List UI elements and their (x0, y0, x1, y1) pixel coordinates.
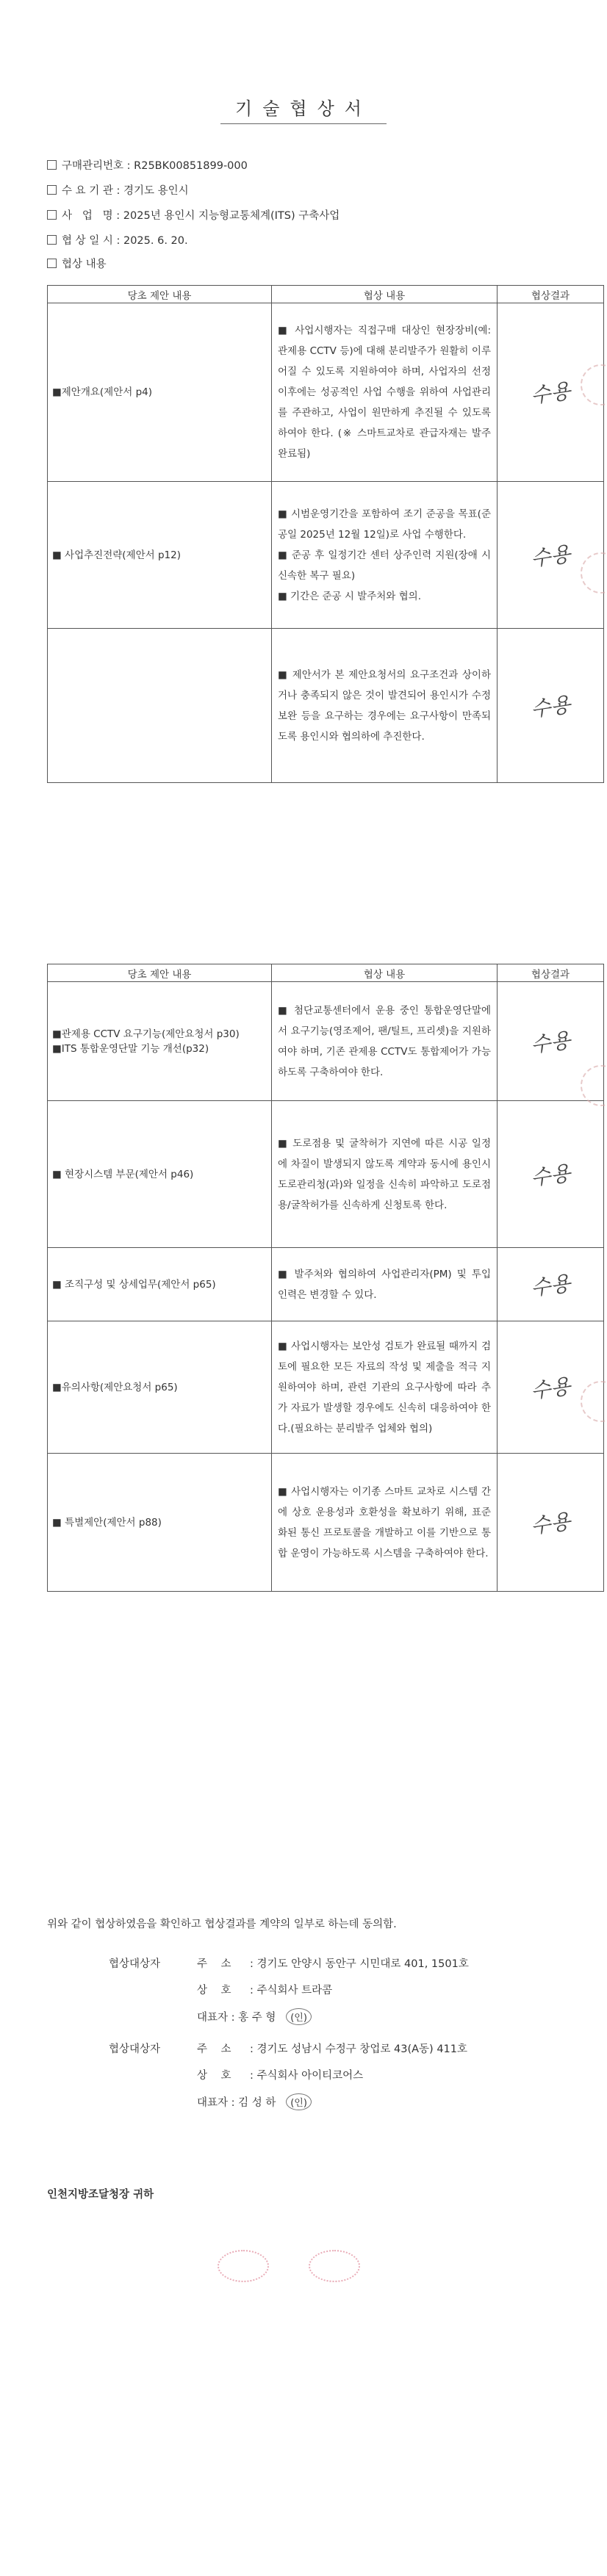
party-2-address: : 경기도 성남시 수정구 창업로 43(A동) 411호 (250, 2043, 468, 2055)
result-cell (498, 1101, 604, 1248)
info-project-name: 사 업 명 : 2025년 용인시 지능형교통체계(ITS) 구축사업 (47, 209, 340, 223)
party-rep-label: 대표자 (197, 2012, 229, 2024)
closing-statement: 위와 같이 협상하였음을 확인하고 협상결과를 계약의 일부로 하는데 동의함. (47, 1919, 397, 1930)
proposal-cell: ■ 사업추진전략(제안서 p12) (48, 482, 272, 629)
party-company-value: 주식회사 아이티코어스 (256, 2070, 364, 2082)
result-signature: 수용 (529, 378, 572, 408)
table-header-row (48, 964, 604, 982)
party-1-company: : 주식회사 트라콤 (250, 1985, 333, 1996)
negotiation-cell: ■ 사업시행자는 직접구매 대상인 현장장비(예: 관제용 CCTV 등)에 대해 분리발주가 원활히 이루어질 수 있도록 지원하여야 하며, 사업자의 선정 이후에는 성공적인 사업 수행을 위하여 사업관리를 주관하고, 사업이 원만하게 추진될 수 있도록 하여야 한다. (※ 스마트교차로 관급자재는 발주 완료됨) (272, 303, 498, 482)
result-cell (498, 482, 604, 629)
negotiation-cell: ■ 제안서가 본 제안요청서의 요구조건과 상이하거나 충족되지 않은 것이 발견되어 용인시가 수정보완 등을 요구하는 경우에는 요구사항이 만족되도록 용인시와 협의하에 추진한다. (272, 629, 498, 783)
info-value: 경기도 용인시 (123, 185, 189, 197)
party-company-value: 주식회사 트라콤 (256, 1985, 333, 1996)
negotiation-cell: ■ 사업시행자는 이기종 스마트 교차로 시스템 간에 상호 운용성과 호환성을 확보하기 위해, 표준화된 통신 프로토콜을 개발하고 이를 기반으로 통합 운영이 가능하도록 시스템을 구축하여야 한다. (272, 1454, 498, 1592)
header-result: 협상결과 (498, 286, 604, 303)
info-demand-agency: 수 요 기 관 : 경기도 용인시 (47, 184, 189, 198)
info-value: 2025. 6. 20. (123, 235, 188, 247)
header-negotiation: 협상 내용 (272, 286, 498, 303)
negotiation-cell: ■ 시범운영기간을 포함하여 조기 준공을 목표(준공일 2025년 12월 12일)로 사업 수행한다. ■ 준공 후 일정기간 센터 상주인력 지원(장애 시 신속한 복구 필요) ■ 기간은 준공 시 발주처와 협의. (272, 482, 498, 629)
result-signature: 수용 (529, 541, 572, 571)
party-1-company-label: 상 호 (197, 1985, 231, 1996)
info-value: R25BK00851899-000 (134, 160, 248, 172)
negotiation-cell: ■ 첨단교통센터에서 운용 중인 통합운영단말에서 요구기능(영조제어, 팬/틸트, 프리셋)을 지원하여야 하며, 기존 관제용 CCTV도 통합제어가 가능하도록 구축하여야 한다. (272, 982, 498, 1101)
result-cell (498, 1454, 604, 1592)
document-title: 기술협상서 (235, 98, 372, 119)
info-label: 수 요 기 관 (62, 185, 113, 197)
result-cell (498, 629, 604, 783)
table-row (48, 303, 604, 482)
title-underline (220, 123, 387, 124)
result-signature: 수용 (529, 1508, 572, 1539)
header-proposal: 당초 제안 내용 (48, 286, 272, 303)
checkbox-icon (47, 235, 57, 245)
negotiation-table-1 (47, 285, 604, 783)
info-label: 협 상 일 시 (62, 235, 113, 247)
table-row (48, 482, 604, 629)
party-rep-value: 김 성 하 (238, 2097, 276, 2109)
party-2-address-label: 주 소 (197, 2043, 231, 2055)
negotiation-cell: ■ 도로점용 및 굴착허가 지연에 따른 시공 일정에 차질이 발생되지 않도록 계약과 동시에 용인시 도로관리청(과)와 일정을 신속히 파악하고 도로점용/굴착허가를 신속하게 신청토록 한다. (272, 1101, 498, 1248)
info-negotiation-content (47, 257, 107, 272)
info-value: 2025년 용인시 지능형교통체계(ITS) 구축사업 (123, 210, 340, 222)
table-row (48, 1321, 604, 1454)
table-row (48, 1248, 604, 1321)
proposal-cell: ■제안개요(제안서 p4) (48, 303, 272, 482)
proposal-cell (48, 629, 272, 783)
result-signature: 수용 (529, 1160, 572, 1191)
info-label: 사 업 명 (62, 210, 113, 222)
negotiation-cell: ■ 발주처와 협의하여 사업관리자(PM) 및 투입 인력은 변경할 수 있다. (272, 1248, 498, 1321)
result-signature: 수용 (529, 691, 572, 722)
party-2-seal: (인) (286, 2093, 312, 2110)
result-cell (498, 1248, 604, 1321)
checkbox-icon (47, 185, 57, 195)
party-1-rep: 대표자 : 홍 주 형 (인) (197, 2008, 312, 2025)
recipient-line: 인천지방조달청장 귀하 (47, 2189, 154, 2201)
proposal-cell: ■ 현장시스템 부문(제안서 p46) (48, 1101, 272, 1248)
party-address-value: 경기도 안양시 동안구 시민대로 401, 1501호 (256, 1958, 469, 1970)
proposal-cell: ■유의사항(제안요청서 p65) (48, 1321, 272, 1454)
party-2-label: 협상대상자 (109, 2043, 161, 2055)
bottom-stamp-icon (218, 2250, 269, 2282)
party-address-value: 경기도 성남시 수정구 창업로 43(A동) 411호 (256, 2043, 468, 2055)
party-1-seal: (인) (286, 2008, 312, 2025)
proposal-cell: ■관제용 CCTV 요구기능(제안요청서 p30) ■ITS 통합운영단말 기능 개선(p32) (48, 982, 272, 1101)
party-1-label: 협상대상자 (109, 1958, 161, 1970)
table-header-row (48, 286, 604, 303)
result-signature: 수용 (529, 1373, 572, 1404)
table-row (48, 1454, 604, 1592)
party-1-address-label: 주 소 (197, 1958, 231, 1970)
header-proposal: 당초 제안 내용 (48, 964, 272, 982)
party-rep-value: 홍 주 형 (238, 2012, 276, 2024)
party-2-company: : 주식회사 아이티코어스 (250, 2070, 364, 2082)
table-row (48, 1101, 604, 1248)
checkbox-icon (47, 259, 57, 268)
party-2-company-label: 상 호 (197, 2070, 231, 2082)
info-negotiation-date: 협 상 일 시 : 2025. 6. 20. (47, 234, 188, 248)
party-1-address: : 경기도 안양시 동안구 시민대로 401, 1501호 (250, 1958, 469, 1970)
result-signature: 수용 (529, 1270, 572, 1301)
info-label: 협상 내용 (62, 259, 107, 270)
header-result: 협상결과 (498, 964, 604, 982)
table-row (48, 629, 604, 783)
table-row (48, 982, 604, 1101)
checkbox-icon (47, 160, 57, 170)
proposal-cell: ■ 특별제안(제안서 p88) (48, 1454, 272, 1592)
negotiation-table-2 (47, 964, 604, 1592)
negotiation-cell: ■ 사업시행자는 보안성 검토가 완료될 때까지 검토에 필요한 모든 자료의 작성 및 제출을 적극 지원하여야 하며, 관련 기관의 요구사항에 따라 추가 자료가 발생할 경우에도 신속히 대응하여야 한다.(필요하는 분리발주 업체와 협의) (272, 1321, 498, 1454)
proposal-cell: ■ 조직구성 및 상세업무(제안서 p65) (48, 1248, 272, 1321)
info-label: 구매관리번호 (62, 160, 124, 172)
checkbox-icon (47, 210, 57, 220)
bottom-stamp-icon (309, 2250, 360, 2282)
info-purchase-number: 구매관리번호 : R25BK00851899-000 (47, 159, 248, 173)
result-signature: 수용 (529, 1027, 572, 1058)
party-2-rep: 대표자 : 김 성 하 (인) (197, 2093, 312, 2110)
header-negotiation: 협상 내용 (272, 964, 498, 982)
party-rep-label: 대표자 (197, 2097, 229, 2109)
